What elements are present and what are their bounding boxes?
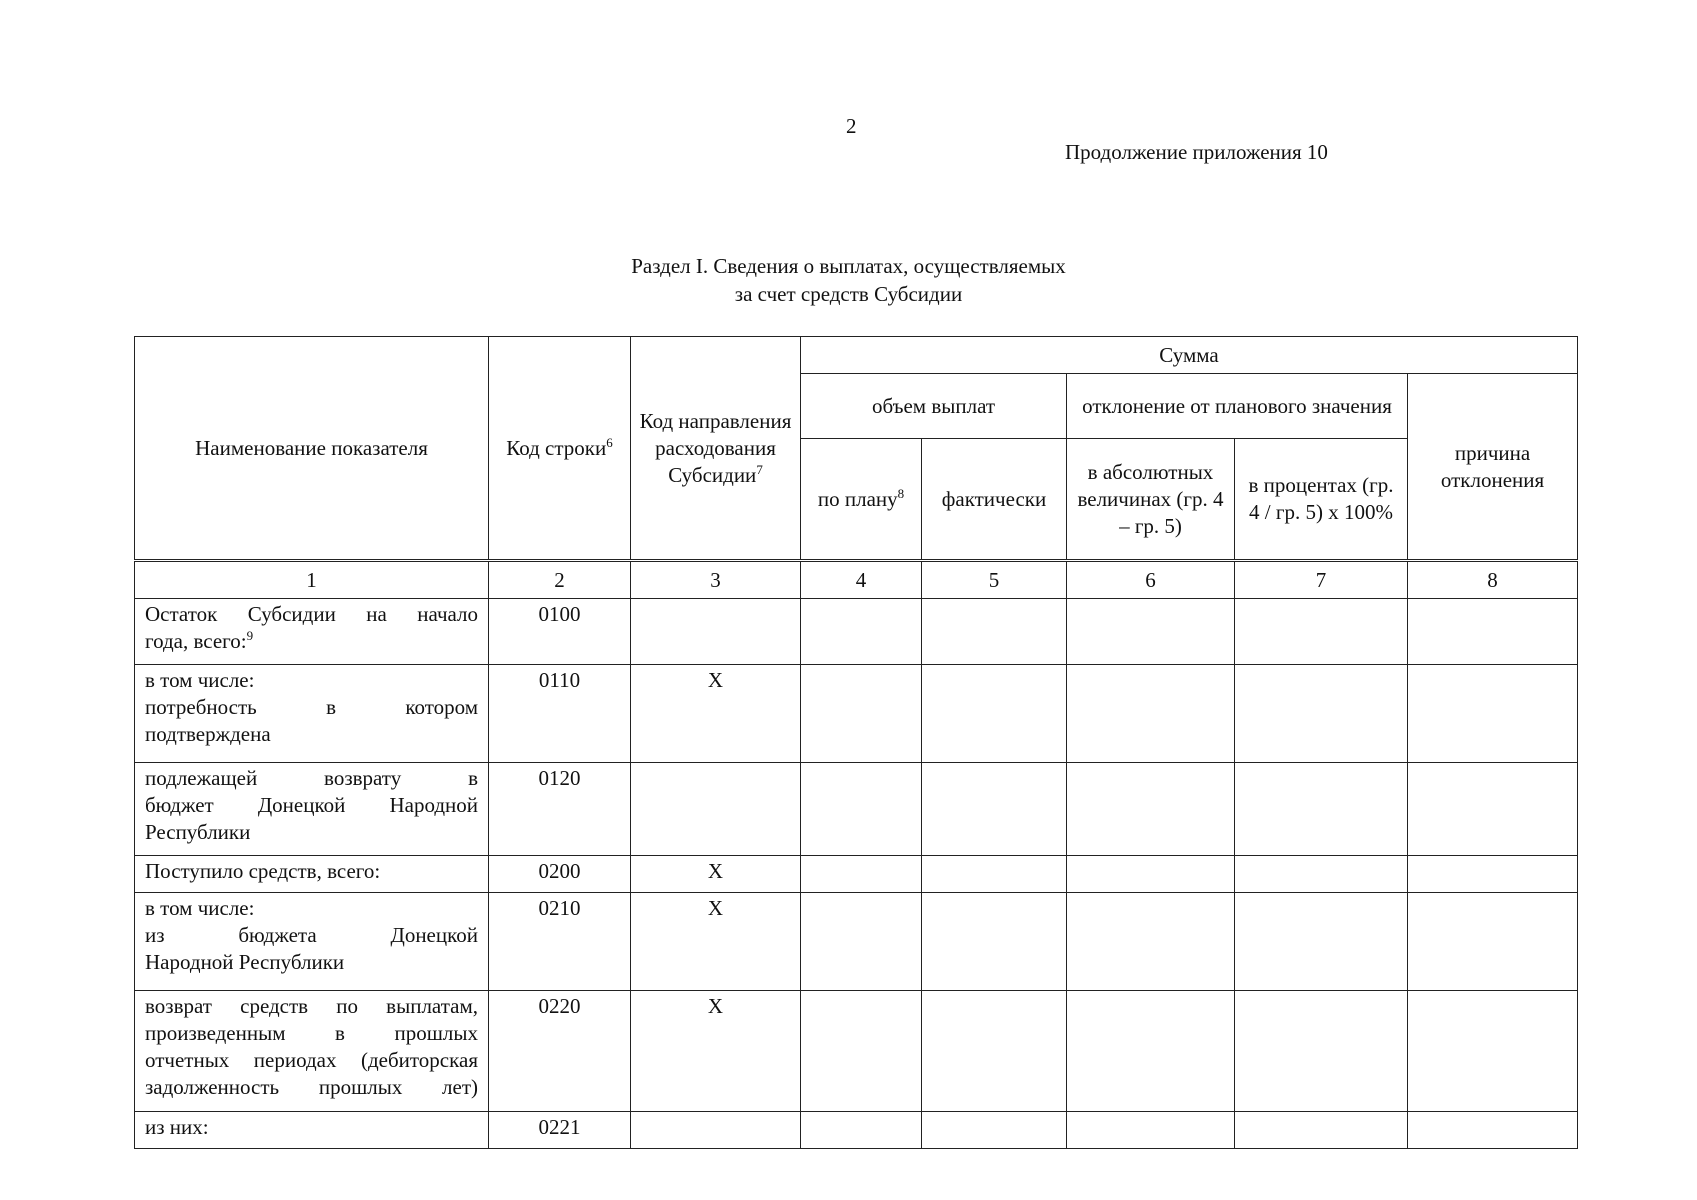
row-value-cell [1235, 599, 1408, 665]
header-deviation: отклонение от планового значения [1067, 374, 1408, 439]
row-line-code: 0120 [489, 763, 631, 856]
row-value-cell [1408, 991, 1578, 1112]
column-number: 2 [489, 561, 631, 599]
row-line-code: 0221 [489, 1112, 631, 1149]
row-name-line: в том числе: [145, 668, 255, 692]
page-number: 2 [846, 114, 857, 138]
row-value-cell [801, 893, 922, 991]
row-name-line: в том числе: [145, 896, 255, 920]
row-value-cell [1235, 856, 1408, 893]
column-number: 3 [631, 561, 801, 599]
header-line-code-label: Код строки [506, 435, 607, 460]
row-direction-code: X [631, 991, 801, 1112]
column-number: 5 [922, 561, 1067, 599]
row-name-line: из бюджета Донецкой [145, 923, 478, 947]
row-direction-code: X [631, 856, 801, 893]
row-value-cell [1408, 893, 1578, 991]
row-name-line [145, 628, 478, 655]
row-direction-code [631, 1112, 801, 1149]
row-name-line: Поступило средств, всего: [145, 859, 381, 883]
table-row [135, 763, 1578, 856]
row-value-cell [922, 1112, 1067, 1149]
row-value-cell [1067, 1112, 1235, 1149]
table-row [135, 1112, 1578, 1149]
row-name-line: из них: [145, 1115, 209, 1139]
row-name-line: бюджет Донецкой Народной [145, 793, 478, 817]
row-value-cell [1067, 599, 1235, 665]
row-value-cell [1067, 856, 1235, 893]
column-number: 7 [1235, 561, 1408, 599]
row-name-text: года, всего: [145, 629, 247, 653]
column-number: 6 [1067, 561, 1235, 599]
row-value-cell [801, 763, 922, 856]
row-value-cell [801, 856, 922, 893]
header-direction-code [631, 337, 801, 561]
row-name-line: задолженность прошлых лет) [145, 1075, 478, 1099]
row-indicator-name [135, 893, 489, 991]
row-value-cell [922, 991, 1067, 1112]
header-planned [801, 439, 922, 561]
row-value-cell [1067, 991, 1235, 1112]
row-name-line: подлежащей возврату в [145, 766, 478, 790]
table-row [135, 893, 1578, 991]
row-indicator-name [135, 1112, 489, 1149]
row-value-cell [801, 599, 922, 665]
row-value-cell [922, 856, 1067, 893]
column-number: 4 [801, 561, 922, 599]
row-value-cell [1408, 856, 1578, 893]
row-name-line: подтверждена [145, 722, 271, 746]
row-value-cell [922, 763, 1067, 856]
header-deviation-pct: в процентах (гр. 4 / гр. 5) x 100% [1235, 439, 1408, 561]
header-line-code-note: 6 [606, 434, 613, 450]
row-value-cell [1067, 665, 1235, 763]
header-deviation-abs: в абсолютных величинах (гр. 4 – гр. 5) [1067, 439, 1235, 561]
row-value-cell [1235, 991, 1408, 1112]
row-indicator-name [135, 599, 489, 665]
row-line-code: 0100 [489, 599, 631, 665]
row-name-line: Республики [145, 820, 251, 844]
column-numbers-row [135, 561, 1578, 599]
table-row [135, 665, 1578, 763]
row-direction-code [631, 763, 801, 856]
row-direction-code: X [631, 665, 801, 763]
row-line-code: 0210 [489, 893, 631, 991]
row-value-cell [1408, 599, 1578, 665]
section-title-line1: Раздел I. Сведения о выплатах, осуществляемых [631, 254, 1066, 278]
table-row [135, 599, 1578, 665]
section-title [0, 252, 1697, 308]
row-value-cell [922, 893, 1067, 991]
row-value-cell [801, 665, 922, 763]
row-direction-code: X [631, 893, 801, 991]
row-value-cell [1408, 763, 1578, 856]
row-line-code: 0220 [489, 991, 631, 1112]
payments-table [134, 336, 1578, 1149]
row-direction-code [631, 599, 801, 665]
column-number: 1 [135, 561, 489, 599]
section-title-line2: за счет средств Субсидии [734, 282, 963, 306]
row-value-cell [1408, 665, 1578, 763]
header-planned-label: по плану [817, 486, 898, 511]
header-line-code [489, 337, 631, 561]
row-value-cell [1235, 1112, 1408, 1149]
header-indicator: Наименование показателя [135, 337, 489, 561]
row-indicator-name [135, 991, 489, 1112]
header-actual: фактически [922, 439, 1067, 561]
row-indicator-name [135, 763, 489, 856]
header-sum: Сумма [801, 337, 1578, 374]
table-row [135, 991, 1578, 1112]
row-value-cell [1235, 893, 1408, 991]
column-number: 8 [1408, 561, 1578, 599]
row-value-cell [922, 599, 1067, 665]
row-indicator-name [135, 665, 489, 763]
row-value-cell [801, 1112, 922, 1149]
header-reason: причина отклонения [1408, 374, 1578, 561]
row-name-line: потребность в котором [145, 695, 478, 719]
row-value-cell [801, 991, 922, 1112]
header-planned-note: 8 [897, 485, 905, 501]
row-name-line: отчетных периодах (дебиторская [145, 1048, 478, 1072]
row-name-line: произведенным в прошлых [145, 1021, 478, 1045]
row-value-cell [1408, 1112, 1578, 1149]
row-line-code: 0110 [489, 665, 631, 763]
row-indicator-name [135, 856, 489, 893]
table-row [135, 856, 1578, 893]
row-value-cell [1067, 763, 1235, 856]
row-name-line: Остаток Субсидии на начало [145, 602, 478, 626]
appendix-note: Продолжение приложения 10 [1065, 140, 1328, 164]
row-value-cell [1235, 763, 1408, 856]
header-direction-code-note: 7 [756, 461, 763, 477]
row-name-line: Народной Республики [145, 950, 345, 974]
row-line-code: 0200 [489, 856, 631, 893]
row-name-line: возврат средств по выплатам, [145, 994, 478, 1018]
row-value-cell [922, 665, 1067, 763]
header-payments-volume: объем выплат [801, 374, 1067, 439]
header-direction-code-label: Код направления расходования Субсидии [639, 408, 792, 487]
row-value-cell [1067, 893, 1235, 991]
row-value-cell [1235, 665, 1408, 763]
row-name-note: 9 [246, 628, 254, 643]
